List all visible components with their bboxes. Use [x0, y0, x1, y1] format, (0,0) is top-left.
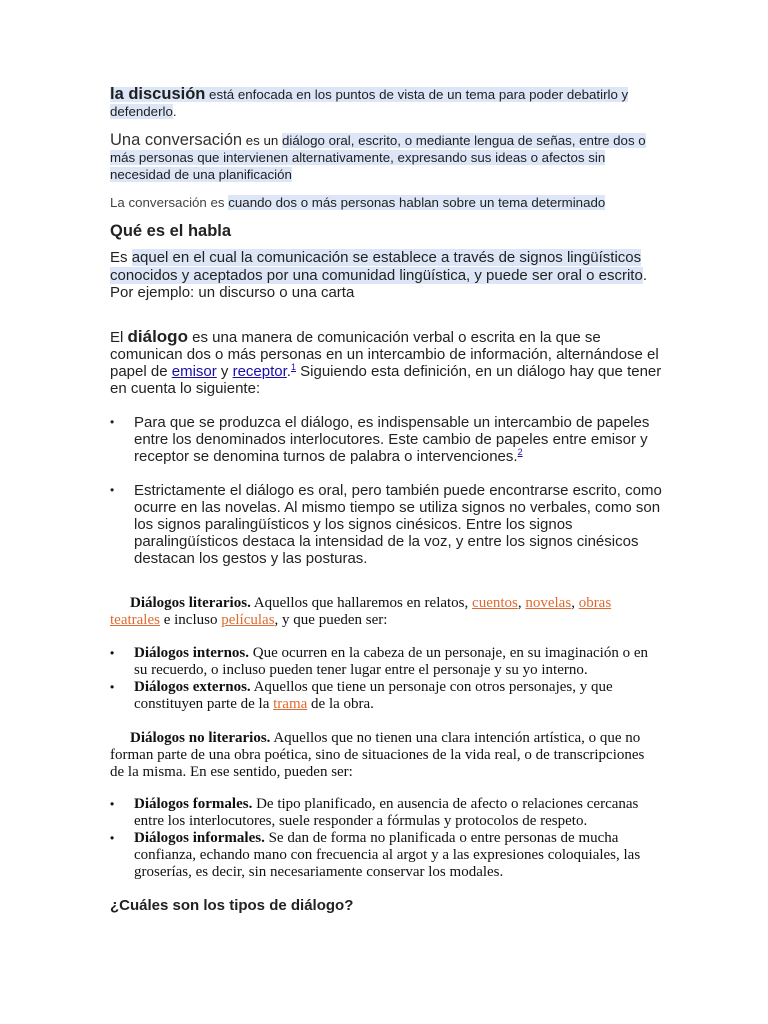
- link-cuentos[interactable]: cuentos: [472, 595, 518, 611]
- conversacion-short-definition: cuando dos o más personas hablan sobre un tema determinado: [228, 195, 606, 210]
- list-item: • Diálogos formales. De tipo planificado, en ausencia de afecto o relaciones cercanas entre los interlocutores, suele responder a fórmulas y protocolos de respeto.: [110, 796, 662, 830]
- paragraph-dialogos-no-literarios: Diálogos no literarios. Aquellos que no tienen una clara intención artística, o que no forman parte de una obra poética, sino de situaciones de la vida real, o de transcripciones de la misma. En ese sentido, pueden ser:: [110, 730, 645, 780]
- habla-definition: aquel en el cual la comunicación se establece a través de signos lingüísticos conocidos y aceptados por una comunidad lingüística, y puede ser oral o escrito: [110, 249, 643, 284]
- term-dialogos-literarios: Diálogos literarios.: [130, 595, 251, 611]
- conversacion-definition: diálogo oral, escrito, o mediante lengua de señas, entre dos o más personas que intervienen alternativamente, expresando sus ideas o afectos sin necesidad de una planificación: [110, 133, 646, 182]
- term-dialogo: diálogo: [127, 327, 188, 346]
- paragraph-conversacion-short: La conversación es cuando dos o más personas hablan sobre un tema determinado: [110, 195, 606, 210]
- discusion-definition: está enfocada en los puntos de vista de un tema para poder debatirlo y defenderlo: [110, 87, 629, 119]
- term-conversacion: Una conversación: [110, 131, 243, 149]
- list-item: • Estrictamente el diálogo es oral, pero también puede encontrarse escrito, como ocurre en las novelas. Al mismo tiempo se utiliza signos no verbales, como son los signos paralingüísticos y los signos cinésicos. Entre los signos paralingüísticos destaca la intensidad de la voz, y entre los signos cinésicos destacan los gestos y las posturas.: [110, 482, 662, 567]
- dialogo-bullet-list-1: [110, 414, 662, 465]
- literary-dialog-types-list: [110, 645, 662, 713]
- list-item: • Diálogos informales. Se dan de forma no planificada o entre personas de mucha confianza, echando mano con frecuencia al argot y a las expresiones coloquiales, las groserías, es decir, sin necesariamente conservar los modales.: [110, 830, 662, 881]
- dialogo-bullet-list-2: [110, 482, 662, 567]
- list-item: • Diálogos internos. Que ocurren en la cabeza de un personaje, en su imaginación o en su recuerdo, o incluso pueden tener lugar entre el personaje y su yo interno.: [110, 645, 662, 679]
- non-literary-dialog-types-list: [110, 796, 662, 881]
- heading-tipos-de-dialogo: ¿Cuáles son los tipos de diálogo?: [110, 897, 354, 914]
- paragraph-habla: Es aquel en el cual la comunicación se establece a través de signos lingüísticos conocidos y aceptados por una comunidad lingüística, y puede ser oral o escrito. Por ejemplo: un discurso o una carta: [110, 249, 647, 301]
- footnote-link-1[interactable]: 1: [290, 362, 296, 372]
- link-emisor[interactable]: emisor: [171, 363, 217, 380]
- link-receptor[interactable]: receptor: [232, 363, 287, 380]
- paragraph-conversacion: Una conversación es un diálogo oral, escrito, o mediante lengua de señas, entre dos o más personas que intervienen alternativamente, expresando sus ideas o afectos sin necesidad de una planificación: [110, 131, 646, 182]
- link-trama[interactable]: trama: [273, 696, 308, 712]
- paragraph-discusion: la discusión está enfocada en los puntos de vista de un tema para poder debatirlo y defenderlo.: [110, 85, 629, 119]
- paragraph-dialogos-literarios: Diálogos literarios. Aquellos que hallaremos en relatos, cuentos, novelas, obras teatrales e incluso películas, y que pueden ser:: [110, 595, 612, 628]
- link-peliculas[interactable]: películas: [221, 612, 275, 628]
- footnote-link-2[interactable]: 2: [517, 447, 523, 457]
- heading-que-es-el-habla: Qué es el habla: [110, 222, 232, 240]
- list-item: • Diálogos externos. Aquellos que tiene un personaje con otros personajes, y que constituyen parte de la trama de la obra.: [110, 679, 662, 713]
- list-item: • Para que se produzca el diálogo, es indispensable un intercambio de papeles entre los denominados interlocutores. Este cambio de papeles entre emisor y receptor se denomina turnos de palabra o intervenciones.$^2$: [110, 414, 662, 465]
- term-dialogos-no-literarios: Diálogos no literarios.: [130, 730, 271, 746]
- link-obras-teatrales[interactable]: obras teatrales: [110, 595, 612, 628]
- term-discusion: la discusión: [110, 85, 206, 103]
- paragraph-dialogo: El diálogo es una manera de comunicación verbal o escrita en la que se comunican dos o más personas en un intercambio de información, alternándose el papel de emisor y receptor.$^1$ Siguiendo esta definición, en un diálogo hay que tener en cuenta lo siguiente:: [110, 327, 662, 397]
- link-novelas[interactable]: novelas: [525, 595, 572, 611]
